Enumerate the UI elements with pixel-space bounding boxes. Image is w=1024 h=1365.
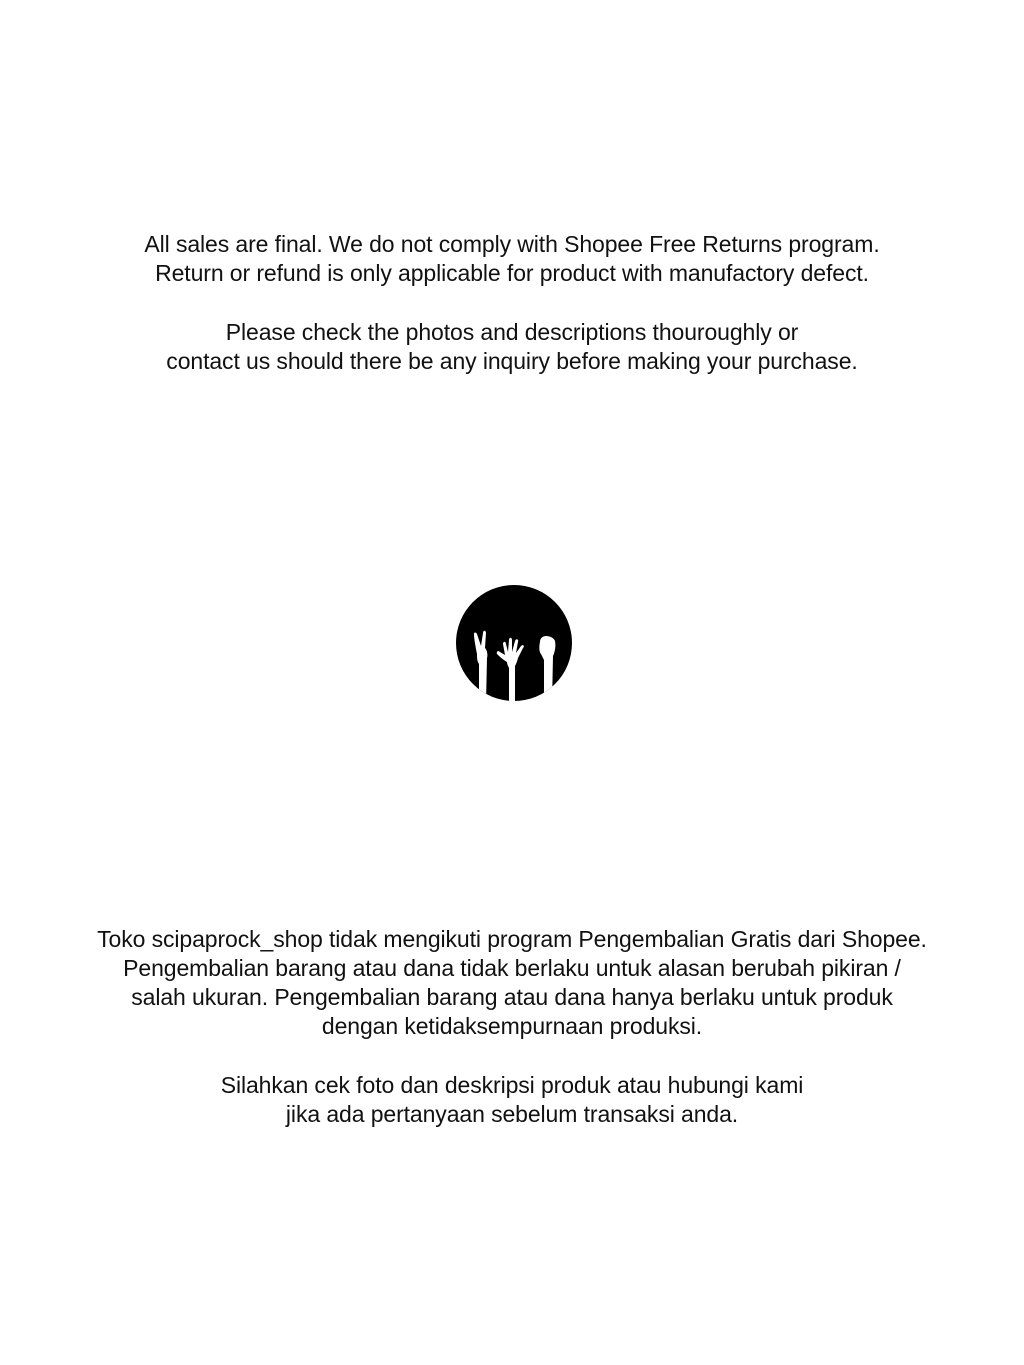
notice-line: dengan ketidaksempurnaan produksi. [321,1013,703,1039]
indonesian-notice-paragraph-1 [0,925,1024,1041]
indonesian-notice [0,925,1024,1129]
notice-line: Return or refund is only applicable for product with manufactory defect. [155,260,869,286]
notice-line: Pengembalian barang atau dana tidak berlaku untuk alasan berubah pikiran / [123,955,901,981]
notice-line: jika ada pertanyaan sebelum transaksi anda. [285,1101,739,1127]
english-notice-paragraph-2 [0,318,1024,376]
notice-line: salah ukuran. Pengembalian barang atau dana hanya berlaku untuk produk [131,984,893,1010]
indonesian-notice-paragraph-2 [0,1071,1024,1129]
notice-line: Please check the photos and descriptions thouroughly or [225,319,799,345]
notice-line: contact us should there be any inquiry before making your purchase. [166,348,858,374]
notice-line: All sales are final. We do not comply with Shopee Free Returns program. [144,231,880,257]
raised-hands-circle-logo [455,584,573,702]
notice-line: Toko scipaprock_shop tidak mengikuti program Pengembalian Gratis dari Shopee. [97,926,927,952]
english-notice [0,230,1024,376]
english-notice-paragraph-1 [0,230,1024,288]
notice-line: Silahkan cek foto dan deskripsi produk atau hubungi kami [220,1072,804,1098]
